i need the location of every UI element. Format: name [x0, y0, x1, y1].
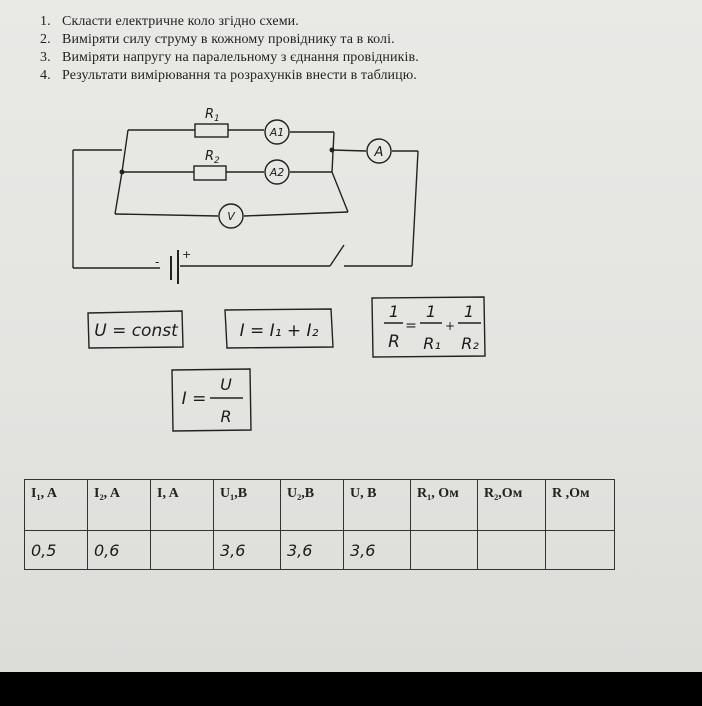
voltmeter-label: V: [227, 210, 235, 223]
header-cell: U₂,B: [281, 480, 344, 531]
formula-ohm-i: I =: [181, 389, 207, 409]
battery-minus: -: [155, 255, 160, 269]
header-cell: R ,Ом: [546, 480, 615, 531]
formula-current-sum: I = I₁ + I₂: [239, 321, 319, 341]
table-cell: [478, 531, 546, 570]
battery-plus: +: [182, 248, 192, 261]
svg-text:R: R: [220, 407, 232, 426]
table-row: [25, 531, 615, 570]
svg-text:1: 1: [425, 302, 437, 321]
table-cell: [151, 531, 214, 570]
table-cell: 3,6: [214, 531, 281, 570]
table-cell: 3,6: [344, 531, 411, 570]
table-cell: 3,6: [281, 531, 344, 570]
svg-text:R₁: R₁: [423, 334, 441, 353]
header-cell: I₂, A: [88, 480, 151, 531]
svg-text:1: 1: [388, 302, 400, 321]
ammeter-a-label: A: [374, 145, 384, 160]
table-header-row: [25, 480, 615, 531]
table-cell: 0,5: [25, 531, 88, 570]
header-cell: I₁, A: [25, 480, 88, 531]
header-cell: U₁,B: [214, 480, 281, 531]
table-cell: [546, 531, 615, 570]
svg-text:R₂: R₂: [461, 334, 479, 353]
svg-text:R: R: [388, 332, 400, 352]
svg-text:=: =: [405, 318, 417, 334]
svg-text:R1: $R_1$: [205, 107, 220, 124]
task-1: 1. Скласти електричне коло згідно схеми.: [40, 14, 299, 29]
table-cell: [411, 531, 478, 570]
ammeter-a1-label: A1: [269, 126, 285, 139]
header-cell: R₂,Ом: [478, 480, 546, 531]
task-3: 3. Виміряти напругу на паралельному з єднання провідників.: [40, 50, 419, 65]
results-table: [24, 479, 615, 570]
svg-text:+: +: [444, 319, 456, 333]
header-cell: I, A: [151, 480, 214, 531]
task-4: 4. Результати вимірювання та розрахунків внести в таблицю.: [40, 68, 417, 83]
svg-text:U: U: [220, 375, 232, 394]
ammeter-a2-label: A2: [269, 166, 285, 179]
svg-text:R2: $R_2$: [205, 149, 220, 166]
header-cell: U, B: [344, 480, 411, 531]
header-cell: R₁, Ом: [411, 480, 478, 531]
svg-text:1: 1: [463, 302, 475, 321]
formula-u-const: U = const: [94, 321, 178, 341]
table-cell: 0,6: [88, 531, 151, 570]
task-2: 2. Виміряти силу струму в кожному провіднику та в колі.: [40, 32, 395, 47]
